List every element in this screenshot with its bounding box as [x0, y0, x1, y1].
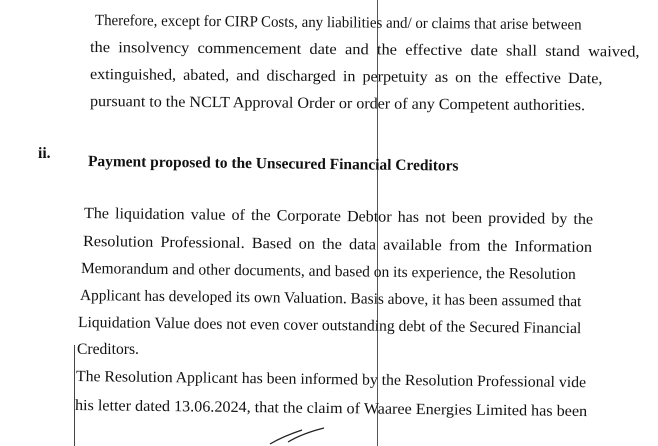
para2-line-1: The liquidation value of the Corporate Debtor has not been provided by the	[83, 205, 594, 229]
para1-line-4: pursuant to the NCLT Approval Order or order of any Competent authorities.	[89, 93, 586, 115]
para3-line-1: The Resolution Applicant has been informed by the Resolution Professional vide	[75, 368, 587, 392]
para1-line-1: Therefore, except for CIRP Costs, any liabilities and/ or claims that arise between	[94, 12, 582, 34]
para2-line-2: Resolution Professional. Based on the data available from the Information	[82, 233, 593, 256]
scan-margin-line	[74, 345, 75, 446]
section-number: ii.	[38, 145, 51, 162]
para2-line-5: Liquidation Value does not even cover outstanding debt of the Secured Financial	[77, 314, 582, 338]
para1-line-3: extinguished, abated, and discharged in perpetuity as on the effective Date,	[89, 66, 603, 88]
handwritten-mark	[268, 426, 328, 446]
para2-line-3: Memorandum and other documents, and based on its experience, the Resolution	[80, 260, 576, 284]
para2-line-6: Creditors.	[77, 341, 139, 358]
para3-line-2: his letter dated 13.06.2024, that the claim of Waaree Energies Limited has been	[74, 397, 588, 421]
para1-line-2: the insolvency commencement date and the effective date shall stand waived,	[89, 39, 640, 61]
section-title: Payment proposed to the Unsecured Financial Creditors	[87, 153, 459, 175]
para2-line-4: Applicant has developed its own Valuation. Basis above, it has been assumed that	[79, 287, 582, 311]
